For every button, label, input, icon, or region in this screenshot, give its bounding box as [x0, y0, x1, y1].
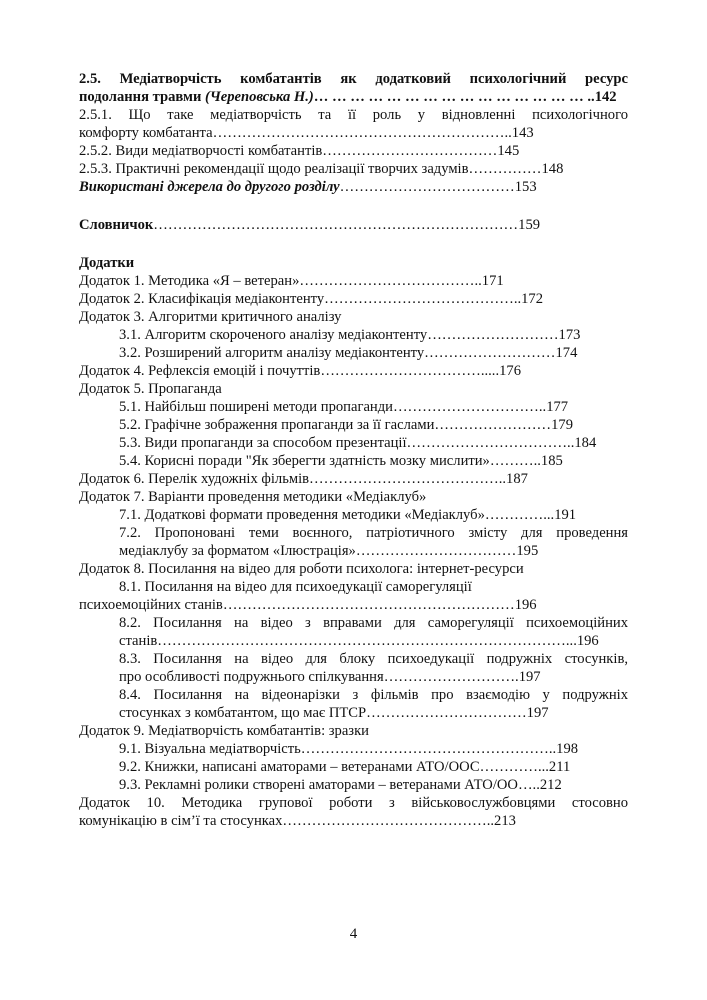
toc-entry-2-5-leader: … … … … … … … … … … … … … … … ..142 — [313, 89, 617, 105]
toc-appendix-9-3[interactable]: 9.3. Рекламні ролики створені аматорами – ветеранами АТО/ОО…..212 — [119, 777, 562, 793]
toc-glossary-label: Словничок — [79, 217, 154, 233]
toc-appendix-3-2[interactable]: 3.2. Розширений алгоритм аналізу медіаконтенту………………………174 — [119, 345, 578, 361]
toc-appendix-7-1[interactable]: 7.1. Додаткові формати проведення методики «Медіаклуб»…………...191 — [119, 507, 577, 523]
toc-entry-2-5-1-line2[interactable]: комфорту комбатанта……………………………………………………..143 — [79, 125, 534, 141]
toc-appendix-5-4[interactable]: 5.4. Корисні поради "Як зберегти здатність мозку мислити»………..185 — [119, 453, 563, 469]
toc-appendix-8[interactable]: Додаток 8. Посилання на відео для роботи психолога: інтернет-ресурси — [79, 561, 524, 577]
toc-appendix-8-1-line1[interactable]: 8.1. Посилання на відео для психоедукації саморегуляції — [119, 579, 472, 595]
toc-appendix-8-4-line1[interactable]: 8.4. Посилання на відеонарізки з фільмів про взаємодію у подружніх — [119, 687, 628, 703]
toc-appendix-9-2[interactable]: 9.2. Книжки, написані аматорами – ветеранами АТО/ООС…………...211 — [119, 759, 571, 775]
toc-appendix-6[interactable]: Додаток 6. Перелік художніх фільмів…………………………………..187 — [79, 471, 528, 487]
toc-sources-leader: ………………………………153 — [339, 179, 537, 195]
page-number: 4 — [349, 926, 358, 942]
toc-appendix-8-1-line2[interactable]: психоемоційних станів……………………………………………………196 — [79, 597, 537, 613]
toc-sources-label: Використані джерела до другого розділу — [79, 179, 340, 195]
toc-appendix-2[interactable]: Додаток 2. Класифікація медіаконтенту…………………………………..172 — [79, 291, 544, 307]
toc-appendix-5-2[interactable]: 5.2. Графічне зображення пропаганди за її гаслами……………………179 — [119, 417, 574, 433]
toc-appendix-4[interactable]: Додаток 4. Рефлексія емоцій і почуттів…………………………….....176 — [79, 363, 521, 379]
toc-appendix-9[interactable]: Додаток 9. Медіатворчість комбатантів: зразки — [79, 723, 369, 739]
toc-appendix-7-2-line2[interactable]: медіаклубу за форматом «Ілюстрація»……………………………195 — [119, 543, 539, 559]
toc-appendix-8-2-line2[interactable]: станів…………………………………………………………………………...196 — [119, 633, 599, 649]
toc-appendix-3-1[interactable]: 3.1. Алгоритм скороченого аналізу медіаконтенту………………………173 — [119, 327, 581, 343]
toc-appendix-8-2-line1[interactable]: 8.2. Посилання на відео з вправами для саморегуляції психоемоційних — [119, 615, 628, 631]
toc-appendix-1[interactable]: Додаток 1. Методика «Я – ветеран»………………………………..171 — [79, 273, 504, 289]
toc-appendix-5[interactable]: Додаток 5. Пропаганда — [79, 381, 222, 397]
toc-appendix-5-3[interactable]: 5.3. Види пропаганди за способом презентації……………………………..184 — [119, 435, 597, 451]
appendices-heading: Додатки — [79, 255, 135, 271]
toc-entry-sources[interactable] — [79, 178, 628, 196]
toc-appendix-5-1[interactable]: 5.1. Найбільш поширені методи пропаганди…………………………..177 — [119, 399, 569, 415]
toc-appendix-9-1[interactable]: 9.1. Візуальна медіатворчість……………………………………………..198 — [119, 741, 579, 757]
toc-appendix-8-3-line2[interactable]: про особливості подружнього спілкування……………………….197 — [119, 669, 541, 685]
toc-appendix-7[interactable]: Додаток 7. Варіанти проведення методики «Медіаклуб» — [79, 489, 427, 505]
toc-entry-2-5-1-line1[interactable]: 2.5.1. Що таке медіатворчість та її роль у відновленні психологічного — [79, 107, 628, 123]
toc-entry-2-5-line1[interactable]: 2.5. Медіатворчість комбатантів як додатковий психологічний ресурс — [79, 71, 628, 87]
toc-appendix-3[interactable]: Додаток 3. Алгоритми критичного аналізу — [79, 309, 342, 325]
toc-entry-2-5-author: (Череповська Н.) — [201, 89, 314, 105]
toc-appendix-8-4-line2[interactable]: стосунках з комбатантом, що має ПТСР……………………………197 — [119, 705, 549, 721]
toc-appendix-8-3-line1[interactable]: 8.3. Посилання на відео для блоку психоедукації подружніх стосунків, — [119, 651, 628, 667]
toc-entry-2-5-line2[interactable]: подолання травми (Череповська Н.)… … … … … … … … … … … … … … … ..142 — [79, 89, 617, 105]
toc-appendix-10-line2[interactable]: комунікацію в сім’ї та стосунках……………………………………..213 — [79, 813, 516, 829]
toc-appendix-7-2-line1[interactable]: 7.2. Пропоновані теми воєнного, патріотичного змісту для проведення — [119, 525, 628, 541]
toc-entry-2-5-3[interactable]: 2.5.3. Практичні рекомендації щодо реалізації творчих задумів……………148 — [79, 161, 564, 177]
toc-entry-2-5-2[interactable]: 2.5.2. Види медіатворчості комбатантів………………………………145 — [79, 143, 520, 159]
table-of-contents — [79, 70, 628, 830]
toc-appendix-10-line1[interactable]: Додаток 10. Методика групової роботи з військовослужбовцями стосовно — [79, 795, 628, 811]
toc-glossary-leader: …………………………………………………………………159 — [153, 217, 541, 233]
toc-entry-glossary[interactable] — [79, 216, 628, 234]
